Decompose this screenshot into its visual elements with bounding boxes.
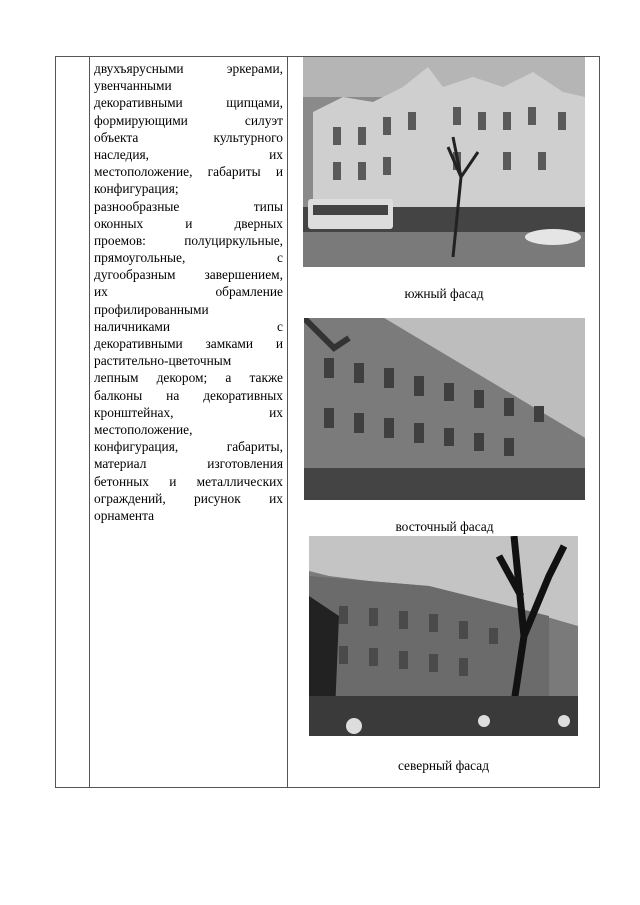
text-line: объекта культурного <box>94 129 283 145</box>
photo-north-facade <box>309 536 578 736</box>
text-line: двухъярусными эркерами, <box>94 61 283 76</box>
caption-south-facade: южный фасад <box>404 286 484 301</box>
text-line: наличниками с <box>94 318 283 334</box>
text-line: декоративными щипцами, <box>94 95 283 111</box>
text-line: дугообразным завершением, <box>94 267 283 283</box>
photo-east-facade <box>304 318 585 500</box>
text-line: увенчанными <box>94 78 172 94</box>
text-line: местоположение, <box>94 421 193 437</box>
text-line: разнообразные типы <box>94 198 283 214</box>
photo-south-facade <box>303 57 585 267</box>
text-line: проемов: полуциркульные, <box>94 232 283 248</box>
text-line: прямоугольные, с <box>94 250 283 266</box>
text-line: ограждений, рисунок их <box>94 490 283 506</box>
column-divider-1 <box>89 57 90 787</box>
text-line: орнамента <box>94 507 155 523</box>
text-line: профилированными <box>94 301 209 317</box>
text-line: декоративными замками и <box>94 336 283 351</box>
text-line: формирующими силуэт <box>94 112 283 128</box>
text-line: конфигурация; <box>94 181 179 197</box>
text-line: конфигурация, габариты, <box>94 439 283 455</box>
description-text <box>94 60 283 524</box>
caption-east-facade: восточный фасад <box>395 519 494 534</box>
text-line: балконы на декоративных <box>94 387 283 403</box>
text-line: кронштейнах, их <box>94 404 283 420</box>
text-line: наследия, их <box>94 146 283 162</box>
text-line: местоположение, габариты и <box>94 164 283 180</box>
caption-north-facade: северный фасад <box>397 758 490 773</box>
text-line: лепным декором; а также <box>94 370 283 386</box>
text-line: материал изготовления <box>94 456 283 472</box>
text-line: оконных и дверных <box>94 215 283 231</box>
text-line: бетонных и металлических <box>94 473 283 489</box>
text-line: растительно-цветочным <box>94 353 232 369</box>
text-line: их обрамление <box>94 284 283 300</box>
column-divider-2 <box>287 57 288 787</box>
